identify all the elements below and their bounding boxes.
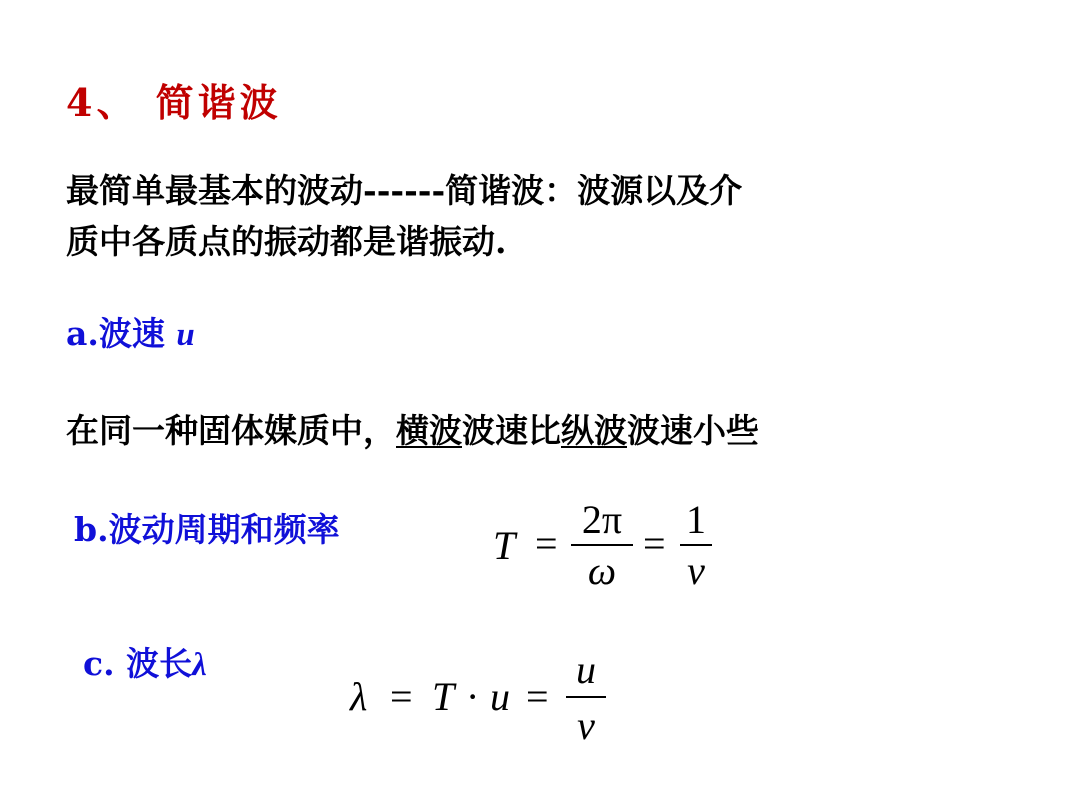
formula-c-dot: · xyxy=(466,674,480,719)
transverse-wave-term: 横波 xyxy=(396,411,462,450)
comparison-part-3: 波速小些 xyxy=(627,411,759,450)
fraction-1-denominator: ω xyxy=(587,548,617,593)
formula-b-eq1: = xyxy=(535,521,558,566)
formula-b-eq2: = xyxy=(643,521,666,566)
slide-title: 4、 简谐波 xyxy=(66,80,282,125)
fraction-c-numerator: u xyxy=(576,647,596,692)
intro-line-1: 最简单最基本的波动------简谐波：波源以及介 xyxy=(66,171,743,210)
formula-c-speed: u xyxy=(490,674,510,719)
formula-c-lambda: λ xyxy=(350,674,368,719)
fraction-2-numerator: 1 xyxy=(686,497,706,542)
formula-c-eq1: = xyxy=(390,674,413,719)
formula-b-lhs: T xyxy=(493,523,516,568)
comparison-part-1: 在同一种固体媒质中， xyxy=(66,411,396,450)
fraction-2-denominator: ν xyxy=(687,548,705,593)
wave-speed-symbol: u xyxy=(176,317,195,353)
formula-c-period: T xyxy=(432,674,455,719)
section-c-label: c. 波长 xyxy=(83,644,193,683)
fraction-1-numerator: 2π xyxy=(581,497,623,542)
intro-line-2: 质中各质点的振动都是谐振动. xyxy=(66,222,507,261)
formula-c-eq2: = xyxy=(526,674,549,719)
longitudinal-wave-term: 纵波 xyxy=(561,411,627,450)
fraction-c-denominator: ν xyxy=(577,703,595,748)
formula-c-fraction xyxy=(566,648,606,750)
section-a-label: a.波速 xyxy=(66,314,177,353)
comparison-part-2: 波速比 xyxy=(462,411,561,450)
section-b-heading: b.波动周期和频率 xyxy=(74,510,340,549)
wavelength-symbol: λ xyxy=(192,647,207,683)
